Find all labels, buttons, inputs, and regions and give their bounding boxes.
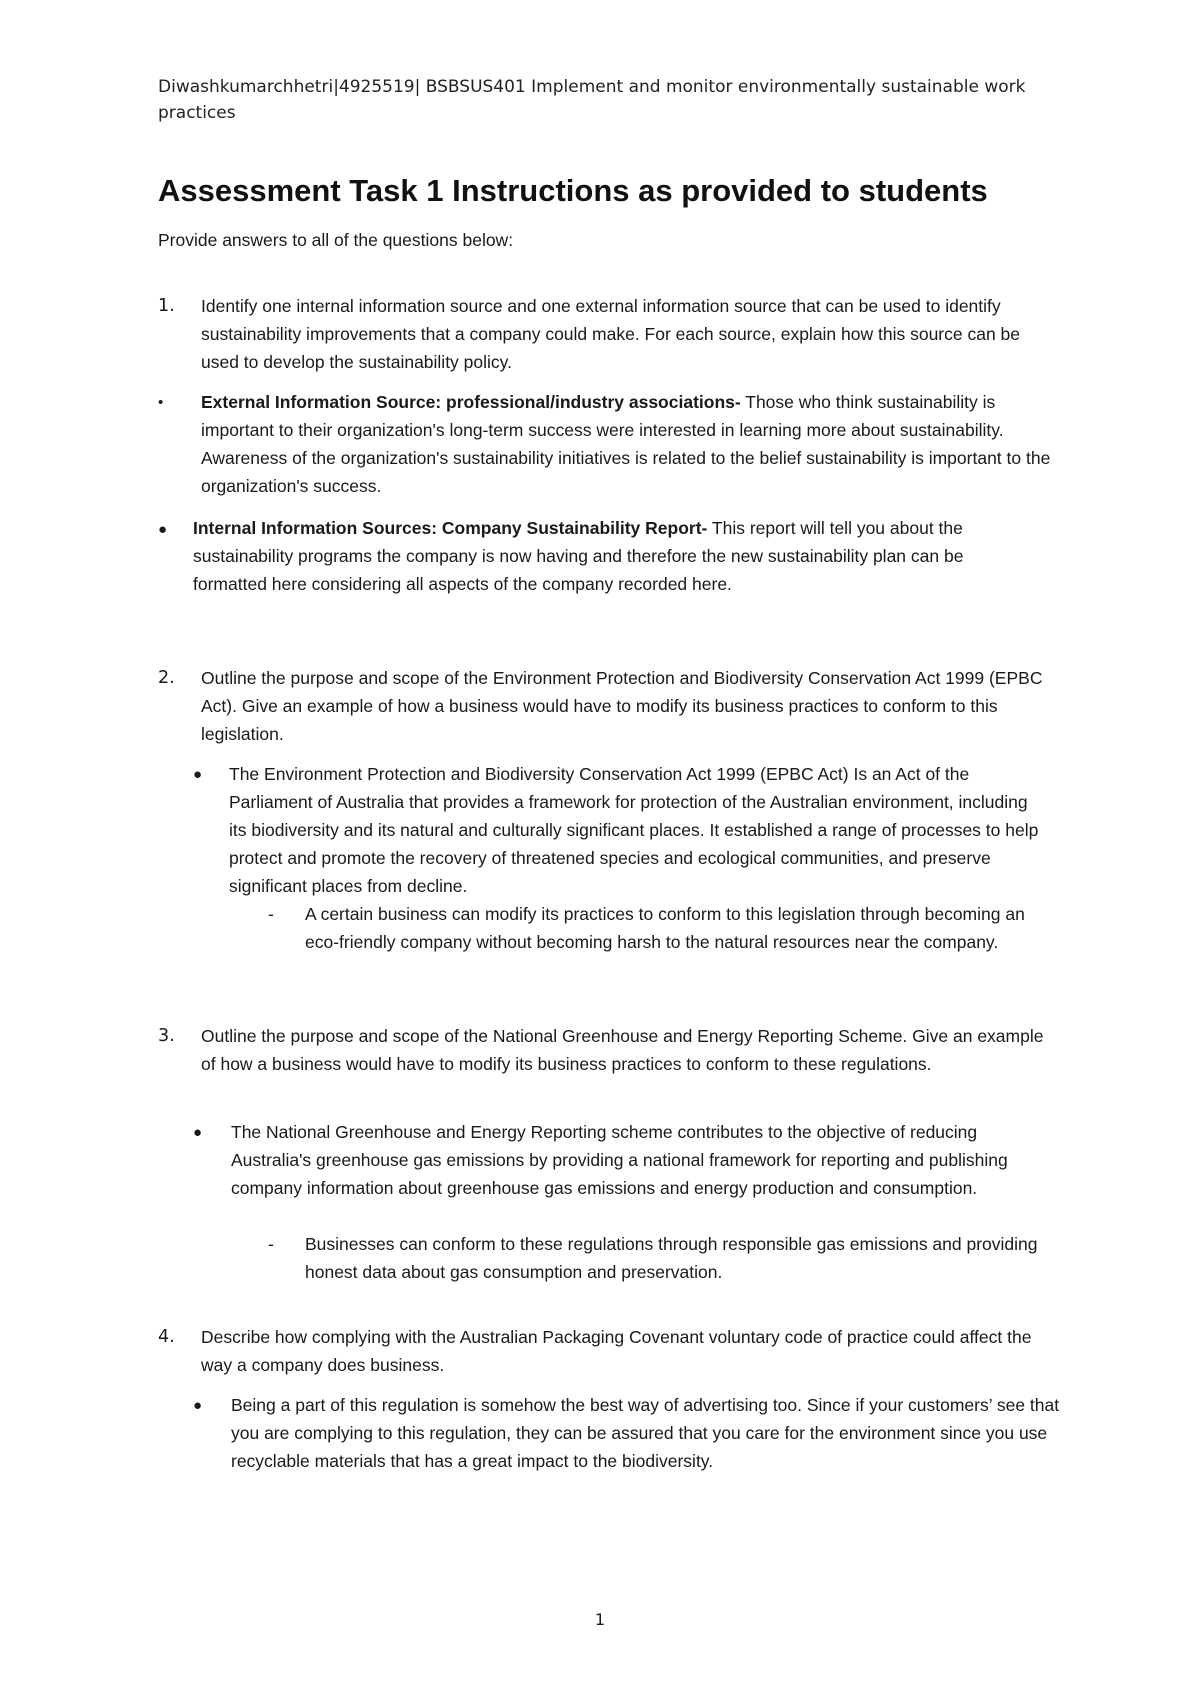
question-text: Outline the purpose and scope of the National Greenhouse and Energy Reporting Scheme. Give an example of how a business would have to modify its business practices to conform to these regulations.: [201, 1026, 1044, 1074]
running-header: Diwashkumarchhetri|4925519| BSBSUS401 Implement and monitor environmentally sustainable work practices: [158, 77, 1026, 123]
answer-item: The National Greenhouse and Energy Reporting scheme contributes to the objective of reducing Australia's greenhouse gas emissions by providing a national framework for reporting and publishing company information about greenhouse gas emissions and energy production and consumption.: [231, 1122, 1008, 1198]
dash-marker: -: [268, 904, 274, 924]
question-number: 4.: [158, 1327, 175, 1347]
bullet-icon: ●: [193, 766, 203, 783]
bullet-icon: ●: [193, 1124, 203, 1141]
answer-item: The Environment Protection and Biodiversity Conservation Act 1999 (EPBC Act) Is an Act of the Parliament of Australia that provides a framework for protection of the Australian environment, including its biodiversity and its natural and culturally significant places. It established a range of processes to help protect and promote the recovery of threatened species and ecological communities, and preserve significant places from decline.: [229, 764, 1039, 896]
page-number: 1: [594, 1610, 606, 1629]
dash-marker: -: [268, 1234, 274, 1254]
page-title: Assessment Task 1 Instructions as provided to students: [158, 173, 988, 208]
bullet-icon: •: [158, 394, 164, 411]
bullet-icon: ●: [193, 1397, 203, 1414]
bullet-icon: ●: [158, 521, 168, 538]
answer-heading: External Information Source: professional/industry associations-: [201, 392, 741, 412]
sub-answer: Businesses can conform to these regulations through responsible gas emissions and providing honest data about gas consumption and preservation.: [305, 1234, 1038, 1282]
answer-body: Those who think sustainability is important to their organization's long-term success were interested in learning more about sustainability. Awareness of the organization's sustainability initiatives is related to the belief sustainability is important to the organization's success.: [201, 392, 1051, 496]
answer-item: [193, 514, 1023, 598]
question-number: 3.: [158, 1026, 175, 1046]
question-number: 1.: [158, 296, 175, 316]
sub-answer: A certain business can modify its practices to conform to this legislation through becoming an eco-friendly company without becoming harsh to the natural resources near the company.: [305, 904, 1025, 952]
question-text: Outline the purpose and scope of the Environment Protection and Biodiversity Conservation Act 1999 (EPBC Act). Give an example of how a business would have to modify its business practices to conform to this legislation.: [201, 668, 1043, 744]
answer-item: [201, 388, 1051, 500]
question-text: Identify one internal information source and one external information source that can be used to identify sustainability improvements that a company could make. For each source, explain how this source can be used to develop the sustainability policy.: [201, 296, 1021, 372]
answer-item: Being a part of this regulation is somehow the best way of advertising too. Since if your customers’ see that you are complying to this regulation, they can be assured that you care for the environment since you use recyclable materials that has a great impact to the biodiversity.: [231, 1395, 1060, 1471]
question-number: 2.: [158, 668, 175, 688]
answer-heading: Internal Information Sources: Company Sustainability Report-: [193, 518, 708, 538]
question-text: Describe how complying with the Australian Packaging Covenant voluntary code of practice could affect the way a company does business.: [201, 1327, 1032, 1375]
answer-body: This report will tell you about the sustainability programs the company is now having and therefore the new sustainability plan can be formatted here considering all aspects of the company recorded here.: [193, 518, 964, 594]
intro-text: Provide answers to all of the questions below:: [158, 230, 514, 250]
